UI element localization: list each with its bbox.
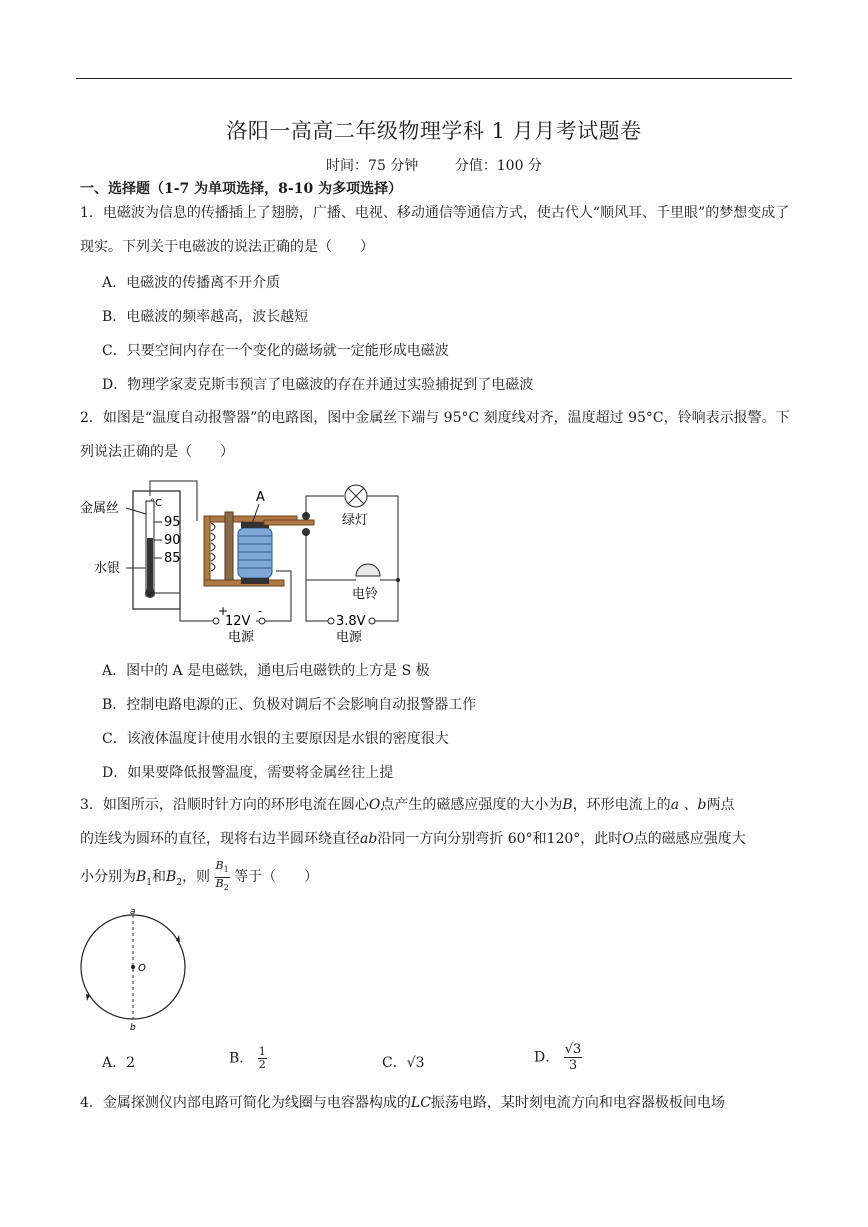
q3-option-d: D． $\frac{√3}{3}$ bbox=[534, 1042, 582, 1073]
question-4-stem: 4．金属探测仪内部电路可简化为线圈与电容器构成的LC振荡电路，某时刻电流方向和电容器极板间电场 bbox=[80, 1095, 725, 1111]
source-1-label: 电源 bbox=[228, 630, 255, 645]
question-3-line-1: 3．如图所示，沿顺时针方向的环形电流在圆心O点产生的磁感应强度的大小为B，环形电流上的a 、b两点 bbox=[80, 797, 735, 813]
question-1-stem: 1．电磁波为信息的传播插上了翅膀，广播、电视、移动通信等通信方式，使古代人“顺风耳、千里眼”的梦想变成了现实。下列关于电磁波的说法正确的是（ ） bbox=[80, 205, 790, 255]
lamp-label: 绿灯 bbox=[342, 513, 369, 528]
exam-score: 分值：100 分 bbox=[454, 158, 542, 174]
unit-label: °C bbox=[150, 498, 162, 509]
q1-option-d: D．物理学家麦克斯韦预言了电磁波的存在并通过实验捕捉到了电磁波 bbox=[102, 377, 534, 393]
minus-sign: - bbox=[258, 604, 263, 618]
q1-option-c: C．只要空间内存在一个变化的磁场就一定能形成电磁波 bbox=[102, 343, 449, 359]
plus-sign: + bbox=[218, 604, 229, 618]
q2-option-b: B．控制电路电源的正、负极对调后不会影响自动报警器工作 bbox=[102, 697, 477, 713]
q3-option-a: A．2 bbox=[102, 1055, 136, 1071]
question-3-line-2: 的连线为圆环的直径，现将右边半圆环绕直径ab沿同一方向分别弯折 60°和120°，此时O点的磁感应强度大 bbox=[80, 831, 746, 847]
ratio-fraction: $\frac{B_1}{B_2}$ bbox=[215, 859, 229, 892]
point-a-label: a bbox=[130, 907, 136, 917]
q1-option-a: A．电磁波的传播离不开介质 bbox=[102, 275, 281, 291]
exam-time: 时间：75 分钟 bbox=[326, 158, 419, 174]
magnet-label: A bbox=[256, 490, 265, 505]
bell-label: 电铃 bbox=[352, 587, 379, 602]
section-heading: 一、选择题（1-7 为单项选择，8-10 为多项选择） bbox=[80, 181, 403, 197]
tick-85: 85 bbox=[164, 551, 181, 566]
voltage-3v8: 3.8V bbox=[336, 614, 366, 629]
voltage-12v: 12V bbox=[225, 614, 251, 629]
point-b-label: b bbox=[130, 1023, 136, 1033]
q2-option-c: C．该液体温度计使用水银的主要原因是水银的密度很大 bbox=[102, 731, 449, 747]
source-2-label: 电源 bbox=[336, 630, 363, 645]
question-2-stem: 2．如图是“温度自动报警器”的电路图，图中金属丝下端与 95°C 刻度线对齐，温度超过 95°C，铃响表示报警。下列说法正确的是（ ） bbox=[80, 410, 790, 460]
q3-option-c: C．√3 bbox=[382, 1055, 425, 1071]
page-title: 洛阳一高高二年级物理学科 1 月月考试题卷 bbox=[226, 119, 642, 143]
mercury-label: 水银 bbox=[94, 561, 121, 576]
alarm-circuit-figure bbox=[76, 476, 416, 648]
q3-option-b: B． $\frac{1}{2}$ bbox=[229, 1045, 266, 1071]
wire-label: 金属丝 bbox=[80, 501, 120, 516]
center-o-label: O bbox=[138, 963, 146, 974]
exam-meta bbox=[0, 155, 868, 175]
tick-90: 90 bbox=[164, 533, 181, 548]
q2-option-d: D．如果要降低报警温度，需要将金属丝往上提 bbox=[102, 765, 394, 781]
tick-95: 95 bbox=[164, 515, 181, 530]
q2-option-a: A．图中的 A 是电磁铁，通电后电磁铁的上方是 S 极 bbox=[102, 663, 430, 679]
ring-current-figure bbox=[76, 906, 196, 1034]
q1-option-b: B．电磁波的频率越高，波长越短 bbox=[102, 309, 309, 325]
question-3-line-3: 小分别为$B_1$和$B_2$，则 $\frac{B_1}{B_2}$ 等于（ ） bbox=[80, 859, 319, 892]
header-rule bbox=[76, 78, 792, 79]
